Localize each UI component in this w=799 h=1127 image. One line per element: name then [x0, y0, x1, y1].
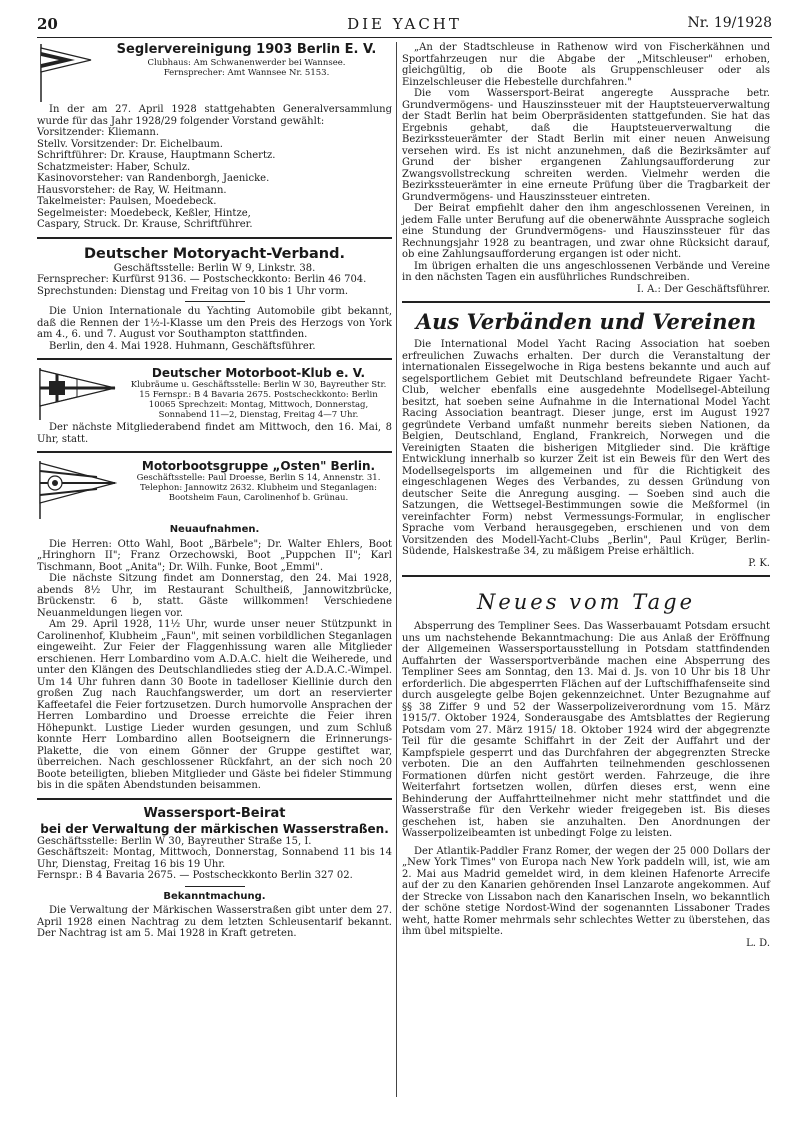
closing-signature: I. A.: Der Geschäftsführer.	[636, 283, 770, 295]
subsection-heading: Bekanntmachung.	[163, 890, 266, 902]
board-role: Takelmeister: Paulsen, Moedebeck.	[37, 196, 217, 207]
phone-line: Fernspr.: B 4 Bavaria 2675. — Postscheckkonto Berlin 327 02.	[37, 870, 353, 881]
section-title: Seglervereinigung 1903 Berlin E. V.	[116, 42, 377, 57]
signature-line: Berlin, den 4. Mai 1928. Huhmann, Geschäftsführer.	[49, 340, 316, 352]
announcement-text: Die Union Internationale du Yachting Automobile gibt bekannt, daß die Rennen der 1½-l-Klasse um den Preis des Herzogs von York am 4., 6. und 7. August vor Southampton stattfinden.	[37, 306, 392, 340]
section-rule	[37, 237, 392, 239]
article-signature: P. K.	[748, 557, 770, 569]
page-header	[37, 15, 772, 38]
office-line: Geschäftsstelle: Berlin W 9, Linkstr. 38.	[113, 262, 316, 274]
section-title: Wassersport-Beirat	[143, 805, 286, 821]
next-meeting: Die nächste Sitzung findet am Donnerstag, den 24. Mai 1928, abends 8½ Uhr, im Restaurant Schultheiß, Jannowitzbrücke, Brückenstr. 6 b, statt. Gäste willkommen! Verschiedene Neuanmeldungen liegen vor.	[37, 573, 392, 619]
board-role: Hausvorsteher: de Ray, W. Heitmann.	[37, 184, 227, 196]
section-title: Deutscher Motoryacht-Verband.	[84, 245, 345, 262]
board-role: Segelmeister: Moedebeck, Keßler, Hintze,	[37, 207, 251, 219]
page-number: 20	[37, 15, 58, 33]
board-role: Caspary, Struck. Dr. Krause, Schriftführer.	[37, 219, 253, 230]
subsection-heading: Neuaufnahmen.	[169, 524, 260, 535]
section-osten	[37, 459, 392, 521]
club-info: Klubräume u. Geschäftsstelle: Berlin W 30, Bayreuther Str. 15 Fernspr.: B 4 Bavaria 2675. Postscheckkonto: Berlin 10065 Sprechzeit: Montag, Mittwoch, Donnerstag, Sonnabend 11—2, Dienstag, Freitag 4—7 Uhr.	[130, 380, 387, 420]
section-subtitle: bei der Verwaltung der märkischen Wasserstraßen.	[40, 821, 389, 836]
phone-line: Fernsprecher: Kurfürst 9136. — Postscheckkonto: Berlin 46 704.	[37, 274, 367, 285]
meeting-notice: Der nächste Mitgliederabend findet am Mittwoch, den 16. Mai, 8 Uhr, statt.	[37, 422, 392, 445]
section-heading-verbaende: Aus Verbänden und Vereinen	[415, 309, 757, 334]
section-seglervereinigung	[37, 42, 392, 104]
issue-number: Nr. 19/1928	[687, 15, 772, 31]
group-flag-icon	[37, 459, 117, 521]
club-pennant-icon	[37, 42, 93, 104]
atlantic-paddler-article: Der Atlantik-Paddler Franz Romer, der wegen der 25 000 Dollars der „New York Times" von Europa nach New York paddeln will, ist, wie am 2. Mai aus Madrid gemeldet wird, in dem kleinen Hafenorte Arrecife auf der zu den Kanarien gehörenden Insel Lanzarote angekommen. Auf der Strecke von Lissabon nach den Kanarischen Inseln, wo bekanntlich der schöne stetige Nordost-Wind der sogenannten Lissaboner Trades weht, hatte Romer mehrmals sehr schlechtes Wetter zu überstehen, das ihm übel mitspielte.	[402, 845, 770, 937]
notice-text: Die Verwaltung der Märkischen Wasserstraßen gibt unter dem 27. April 1928 einen Nachtrag zu dem letzten Schleusentarif bekannt. Der Nachtrag ist am 5. Mai 1928 in Kraft getreten.	[37, 905, 392, 939]
group-info: Geschäftsstelle: Paul Droesse, Berlin S 14, Annenstr. 31. Telephon: Jannowitz 2632. Klubheim und Steganlagen: Bootsheim Faun, Carolinenhof b. Grünau.	[136, 473, 381, 503]
model-yacht-article: Die International Model Yacht Racing Association hat soeben erfreulichen Zuwachs erhalten. Der durch die Veranstaltung der internationalen Eissegelwoche in Riga bestens bekannte und auch auf segelsportlichem Gebiet mit Deutschland befreundete Rigaer Yacht-Club, welcher ebenfalls eine ausgedehnte Modellsegel-Abteilung besitzt, hat soeben seine Aufnahme in die International Model Yacht Racing Association beantragt. Dieser junge, erst im August 1927 gegründete Verband umfaßt nunmehr bereits sieben Nationen, da Belgien, Deutschland, England, Frankreich, Norwegen und die Vereinigten Staaten die bisherigen Mitglieder sind. Die kräftige Entwicklung innerhalb so kurzer Zeit ist ein Beweis für den Wert des Modellsegelsports im allgemeinen und für die Richtigkeit des eingeschlagenen Weges des Verbandes, zu dessen Gründung von deutscher Seite die Anregung ausging. — Soeben sind auch die Satzungen, die Wettsegel-Bestimmungen sowie die Meßformel (in vereinfachter Form) nebst Vermessungs-Formular, in englischer Sprache vom Verband herausgegeben, erschienen und von dem Vorsitzenden des Modell-Yacht-Clubs „Berlin", Paul Krüger, Berlin-Südende, Halskestraße 34, zu mäßigem Preise erhältlich.	[402, 339, 770, 557]
section-rule	[37, 798, 392, 800]
short-rule	[185, 301, 245, 302]
new-members: Die Herren: Otto Wahl, Boot „Bärbele"; Dr. Walter Ehlers, Boot „Hringhorn II"; Franz Orzechowski, Boot „Puppchen II"; Karl Tischmann, Boot „Anita"; Dr. Wilh. Funke, Boot „Emmi".	[37, 538, 392, 573]
section-motorboot-klub	[37, 366, 392, 422]
templiner-notice: Absperrung des Templiner Sees. Das Wasserbauamt Potsdam ersucht uns um nachstehende Bekanntmachung: Die aus Anlaß der Eröffnung der Allgemeinen Wassersportausstellung in Potsdam stattfindenden Auffahrten der Wassersportverbände machen eine Absperrung des Templiner Sees am Sonntag, den 13. Mai d. Js. von 10 Uhr bis 18 Uhr erforderlich. Die abgesperrten Flächen auf der Luftschiffhafenseite sind durch ausgelegte gelbe Bojen gekennzeichnet. Unter Bezugnahme auf §§ 38 Ziffer 9 und 52 der Wasserpolizeiverordnung vom 15. März 1915/7. Oktober 1924, Sonderausgabe des Amtsblattes der Regierung Potsdam vom 27. März 1915/ 18. Oktober 1924 wird der abgegrenzte Teil für die gesamte Schiffahrt in der Zeit der Auffahrt und der Kampfspiele gesperrt und das Durchfahren der abgegrenzten Strecke verboten. Die an den Auffahrten teilnehmenden geschlossenen Formationen dürfen nicht gestört werden. Fahrzeuge, die ihre Weiterfahrt fortsetzen wollen, dürfen dieses erst, wenn eine Behinderung der Auffahrtteilnehmer nicht mehr stattfindet und die Wasserstraße für den Verkehr wieder freigegeben ist. Bis dieses geschehen ist, haben sie anzuhalten. Den Anordnungen der Wasserpolizeibeamten ist unbedingt Folge zu leisten.	[402, 621, 770, 839]
office-line: Geschäftsstelle: Berlin W 30, Bayreuther Straße 15, I.	[37, 835, 312, 847]
board-role: Schatzmeister: Haber, Schulz.	[37, 161, 191, 173]
tax-paragraph: Die vom Wassersport-Beirat angeregte Aussprache betr. Grundvermögens- und Hauszinssteuer mit der Hauptsteuerverwaltung der Stadt Berlin hat beim Oberpräsidenten stattgefunden. Sie hat das Ergebnis gehabt, daß die Hauptsteuerverwaltung die Bezirkssteuerämter der Stadt Berlin mit einer neuen Anweisung versehen wird. Es ist nicht anzunehmen, daß die Bezirksämter auf Grund der bisher ergangenen Zahlungsaufforderung zur Zwangsvollstreckung schreiten werden. Vielmehr werden die Bezirkssteuerämter in eine erneute Prüfung über die Tragbarkeit der Grundvermögens- und Hauszinssteuer eintreten.	[402, 88, 770, 203]
section-title: Deutscher Motorboot-Klub e. V.	[151, 366, 366, 380]
right-column	[402, 42, 770, 949]
board-role: Kasinovorsteher: van Randenborgh, Jaenicke.	[37, 173, 270, 184]
assembly-intro: In der am 27. April 1928 stattgehabten Generalversammlung wurde für das Jahr 1928/29 folgender Vorstand gewählt:	[37, 104, 392, 127]
board-list	[37, 127, 392, 231]
quote-paragraph: „An der Stadtschleuse in Rathenow wird von Fischerkähnen und Sportfahrzeugen nur die Abgabe der „Mitschleuser" erhoben, gleichgültig, ob die Boote als Gruppenschleuser oder als Einzelschleuser die Hebestelle durchfahren."	[402, 42, 770, 88]
hours-line: Geschäftszeit: Montag, Mittwoch, Donnerstag, Sonnabend 11 bis 14 Uhr, Dienstag, Freitag 16 bis 19 Uhr.	[37, 847, 392, 870]
closing-paragraph: Im übrigen erhalten die uns angeschlossenen Verbände und Vereine in den nächsten Tagen ein ausführliches Rundschreiben.	[402, 260, 770, 283]
recommendation-paragraph: Der Beirat empfiehlt daher den ihm angeschlossenen Vereinen, in jedem Falle unter Berufung auf die obenerwähnte Aussprache sogleich eine Stundung der Grundvermögens- und Hauszinssteuer für das Rechnungsjahr 1928 zu beantragen, und zwar ohne Rücksicht darauf, ob eine Zahlungsaufforderung ergangen ist oder nicht.	[402, 203, 770, 260]
section-rule	[37, 358, 392, 360]
column-divider	[396, 42, 397, 1097]
board-role: Stellv. Vorsitzender: Dr. Eichelbaum.	[37, 138, 223, 150]
phone-line: Fernsprecher: Amt Wannsee Nr. 5153.	[163, 68, 330, 78]
board-role: Schriftführer: Dr. Krause, Hauptmann Schertz.	[37, 150, 276, 161]
inauguration-report: Am 29. April 1928, 11½ Uhr, wurde unser neuer Stützpunkt in Carolinenhof, Klubheim „Faun", mit seinen vorbildlichen Steganlagen eingeweiht. Zur Feier der Flaggenhissung waren alle Mitglieder erschienen. Herr Lombardino vom A.D.A.C. hielt die Weiherede, und unter den Klängen des Deutschlandliedes stieg der A.D.A.C.-Wimpel. Um 14 Uhr fuhren dann 30 Boote in tadelloser Kiellinie durch den großen Zug nach Rauchfangswerder, um dort an reservierter Kaffeetafel die Feier fortzusetzen. Durch humorvolle Ansprachen der Herren Lombardino und Droesse erreichte die Feier ihren Höhepunkt. Lustige Lieder wurden gesungen, und zum Schluß konnte Herr Lombardino allen Bootseignern die Erinnerungs-Plakette, die von einem Gönner der Gruppe gestiftet war, überreichen. Nach geschlossener Rückfahrt, an der sich noch 20 Boote beteiligten, blieben Mitglieder und Gäste bei fideler Stimmung bis in die späten Abendstunden beisammen.	[37, 619, 392, 791]
closing-row	[402, 261, 770, 284]
article-signature: L. D.	[746, 937, 770, 949]
board-role: Vorsitzender: Kliemann.	[37, 127, 160, 138]
hours-line: Sprechstunden: Dienstag und Freitag von 10 bis 1 Uhr vorm.	[37, 285, 349, 297]
left-column	[37, 42, 392, 940]
section-rule	[402, 301, 770, 303]
club-flag-icon	[37, 366, 117, 422]
section-rule	[402, 575, 770, 577]
journal-title: DIE YACHT	[347, 15, 462, 33]
section-heading-neues: Neues vom Tage	[476, 590, 696, 614]
clubhouse-line: Clubhaus: Am Schwanenwerder bei Wannsee.	[147, 58, 346, 68]
short-rule	[185, 886, 245, 887]
section-title: Motorbootsgruppe „Osten" Berlin.	[141, 459, 376, 473]
section-rule	[37, 451, 392, 453]
